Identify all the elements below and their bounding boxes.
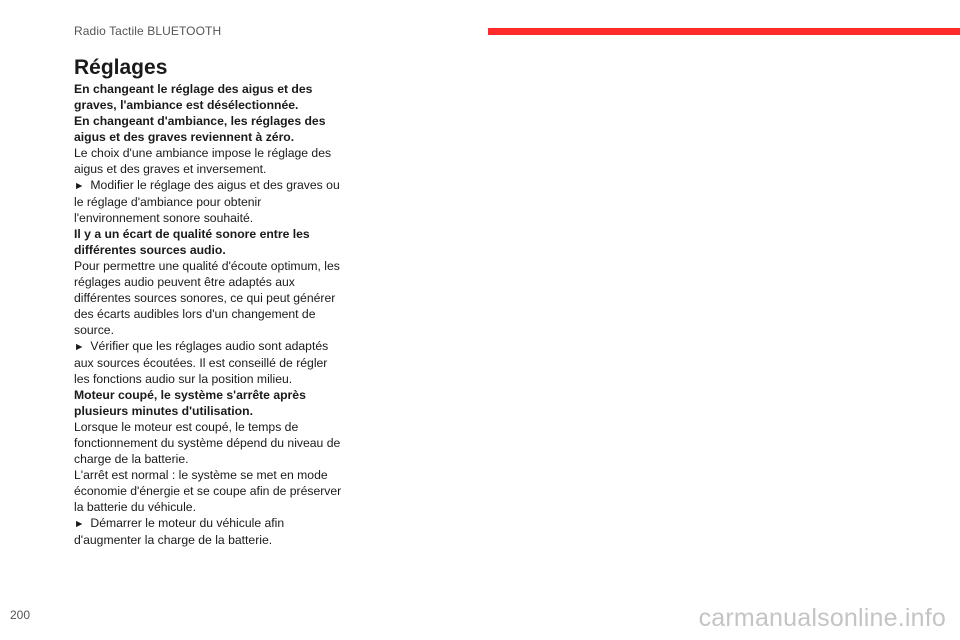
paragraph-3: Le choix d'une ambiance impose le réglage des aigus et des graves et inversement. — [74, 146, 332, 176]
bullet-text: Modifier le réglage des aigus et des graves ou le réglage d'ambiance pour obtenir l'environnement sonore souhaité. — [74, 178, 340, 225]
arrow-bullet-icon: ► — [74, 518, 85, 530]
paragraph-5: Il y a un écart de qualité sonore entre les différentes sources audio. — [74, 227, 310, 257]
accent-bar — [488, 28, 960, 35]
bullet-paragraph-11 — [74, 515, 344, 548]
paragraph-1: En changeant le réglage des aigus et des graves, l'ambiance est désélectionnée. — [74, 82, 313, 112]
bullet-text: Démarrer le moteur du véhicule afin d'augmenter la charge de la batterie. — [74, 516, 285, 547]
paragraph-2: En changeant d'ambiance, les réglages des aigus et des graves reviennent à zéro. — [74, 114, 326, 144]
bullet-text: Vérifier que les réglages audio sont adaptés aux sources écoutées. Il est conseillé de régler les fonctions audio sur la position milieu. — [74, 339, 329, 386]
watermark: carmanualsonline.info — [698, 604, 946, 632]
paragraph-8: Moteur coupé, le système s'arrête après plusieurs minutes d'utilisation. — [74, 388, 306, 418]
bullet-paragraph-4 — [74, 177, 344, 226]
arrow-bullet-icon: ► — [74, 180, 85, 192]
section-title: Réglages — [74, 56, 168, 79]
arrow-bullet-icon: ► — [74, 341, 85, 353]
bullet-paragraph-7 — [74, 338, 344, 387]
running-header: Radio Tactile BLUETOOTH — [74, 24, 222, 38]
paragraph-10: L'arrêt est normal : le système se met en mode économie d'énergie et se coupe afin de préserver la batterie du véhicule. — [74, 468, 342, 514]
page-number: 200 — [10, 608, 31, 622]
content-body — [74, 81, 344, 548]
paragraph-9: Lorsque le moteur est coupé, le temps de fonctionnement du système dépend du niveau de charge de la batterie. — [74, 420, 341, 466]
paragraph-6: Pour permettre une qualité d'écoute optimum, les réglages audio peuvent être adaptés aux différentes sources sonores, ce qui peut générer des écarts audibles lors d'un changement de source. — [74, 259, 340, 337]
